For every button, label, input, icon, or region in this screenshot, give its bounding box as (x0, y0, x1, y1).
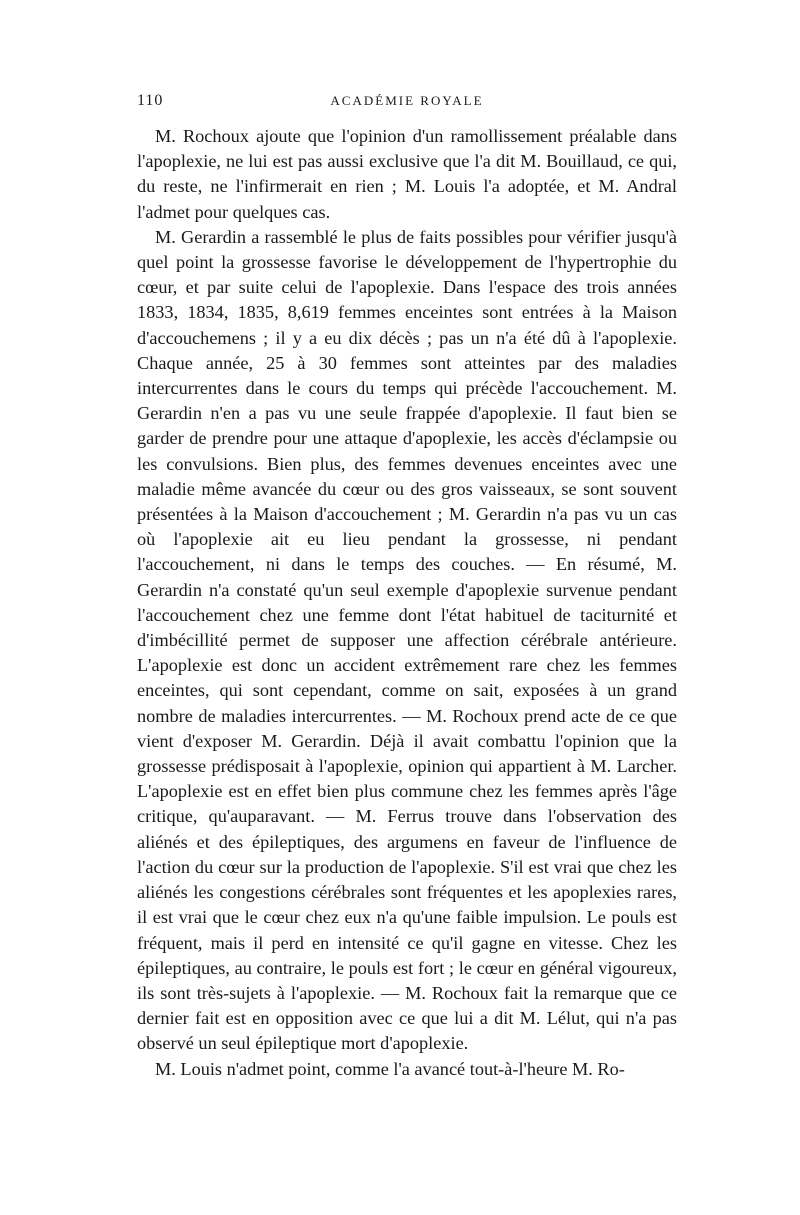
paragraph: M. Gerardin a rassemblé le plus de faits possibles pour vérifier jusqu'à quel point la grossesse favorise le développement de l'hypertrophie du cœur, et par suite celui de l'apoplexie. Dans l'espace des trois années 1833, 1834, 1835, 8,619 femmes enceintes sont entrées à la Maison d'accouchemens ; il y a eu dix décès ; pas un n'a été dû à l'apoplexie. Chaque année, 25 à 30 femmes sont atteintes par des maladies intercurrentes dans le cours du temps qui précède l'accouchement. M. Gerardin n'en a pas vu une seule frappée d'apoplexie. Il faut bien se garder de prendre pour une attaque d'apoplexie, les accès d'éclampsie ou les convulsions. Bien plus, des femmes devenues enceintes avec une maladie même avancée du cœur ou des gros vaisseaux, se sont souvent présentées à la Maison d'accouchement ; M. Gerardin n'a pas vu un cas où l'apoplexie ait eu lieu pendant la grossesse, ni pendant l'accouchement, ni dans le temps des couches. — En résumé, M. Gerardin n'a constaté qu'un seul exemple d'apoplexie survenue pendant l'accouchement chez une femme dont l'état habituel de taciturnité et d'imbécillité permet de supposer une affection cérébrale antérieure. L'apoplexie est donc un accident extrêmement rare chez les femmes enceintes, qui sont cependant, comme on sait, exposées à un grand nombre de maladies intercurrentes. — M. Rochoux prend acte de ce que vient d'exposer M. Gerardin. Déjà il avait combattu l'opinion que la grossesse prédisposait à l'apoplexie, opinion qui appartient à M. Larcher. L'apoplexie est en effet bien plus commune chez les femmes après l'âge critique, qu'auparavant. — M. Ferrus trouve dans l'observation des aliénés et des épileptiques, des argumens en faveur de l'influence de l'action du cœur sur la production de l'apoplexie. S'il est vrai que chez les aliénés les congestions cérébrales sont fréquentes et les apoplexies rares, il est vrai que le cœur chez eux n'a qu'une faible impulsion. Le pouls est fréquent, mais il perd en intensité ce qu'il gagne en vitesse. Chez les épileptiques, au contraire, le pouls est fort ; le cœur en général vigoureux, ils sont très-sujets à l'apoplexie. — M. Rochoux fait la remarque que ce dernier fait est en opposition avec ce que lui a dit M. Lélut, qui n'a pas observé un seul épileptique mort d'apoplexie. (137, 226, 677, 1054)
book-page (137, 92, 677, 1082)
page-header (137, 92, 677, 118)
body-text (137, 124, 677, 1082)
page-number: 110 (137, 92, 164, 109)
running-head: ACADÉMIE ROYALE (330, 93, 484, 108)
paragraph: M. Rochoux ajoute que l'opinion d'un ramollissement préalable dans l'apoplexie, ne lui est pas aussi exclusive que l'a dit M. Bouillaud, ce qui, du reste, ne l'infirmerait en rien ; M. Louis l'a adoptée, et M. Andral l'admet pour quelques cas. (137, 126, 677, 222)
paragraph: M. Louis n'admet point, comme l'a avancé tout-à-l'heure M. Ro- (155, 1058, 625, 1079)
